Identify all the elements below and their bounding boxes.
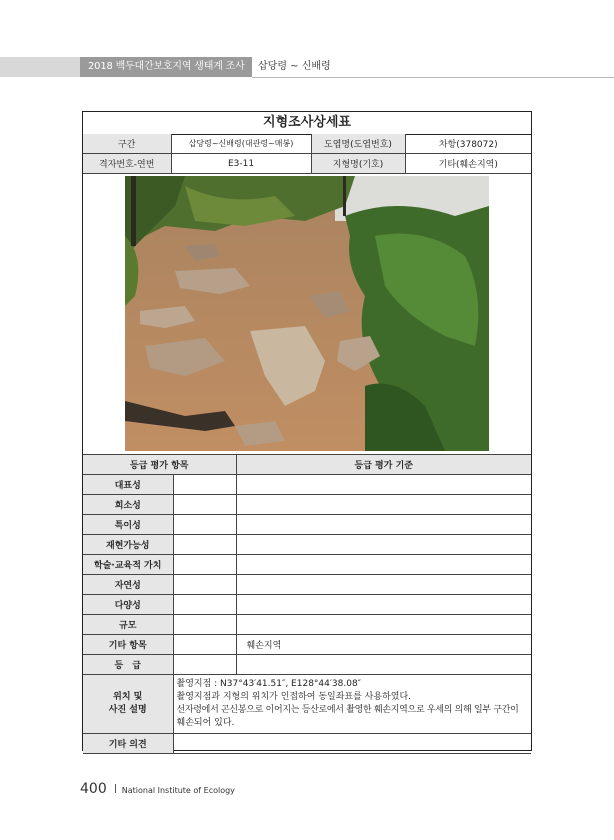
info-table bbox=[83, 134, 531, 174]
grade-label: 다양성 bbox=[83, 595, 173, 615]
grade-label: 희소성 bbox=[83, 495, 173, 515]
grade-label: 규모 bbox=[83, 615, 173, 635]
grade-score bbox=[173, 495, 236, 515]
landform-label: 지형명(기호) bbox=[311, 154, 405, 174]
info-row-1 bbox=[83, 134, 531, 154]
grade-row bbox=[83, 515, 531, 535]
grade-label: 등 급 bbox=[83, 655, 173, 675]
survey-form bbox=[82, 111, 532, 751]
location-line-2: 촬영지점과 지형의 위치가 인접하여 동일좌표를 사용하였다. bbox=[176, 692, 412, 702]
grid-value: E3-11 bbox=[171, 154, 311, 174]
grade-row bbox=[83, 475, 531, 495]
grade-row bbox=[83, 495, 531, 515]
institute-name: National Institute of Ecology bbox=[121, 786, 235, 795]
grade-score bbox=[173, 475, 236, 495]
location-label-line2: 사진 설명 bbox=[108, 705, 147, 715]
grade-row bbox=[83, 595, 531, 615]
grade-value bbox=[236, 615, 531, 635]
landform-value: 기타(훼손지역) bbox=[405, 154, 531, 174]
grade-score bbox=[173, 615, 236, 635]
grade-score bbox=[173, 635, 236, 655]
footer-divider bbox=[115, 784, 116, 793]
grade-value bbox=[236, 515, 531, 535]
grade-label: 기타 항목 bbox=[83, 635, 173, 655]
page-footer bbox=[80, 781, 235, 797]
grade-label: 학술·교육적 가치 bbox=[83, 555, 173, 575]
grade-label: 특이성 bbox=[83, 515, 173, 535]
location-line-4: 훼손되어 있다. bbox=[176, 718, 235, 728]
location-label bbox=[83, 675, 173, 734]
trail-erosion-photo bbox=[125, 176, 489, 451]
location-description bbox=[173, 675, 531, 734]
grid-label: 격자번호-연번 bbox=[83, 154, 171, 174]
grade-value bbox=[236, 555, 531, 575]
location-label-line1: 위치 및 bbox=[113, 691, 143, 702]
grade-value bbox=[236, 655, 531, 675]
grade-score bbox=[173, 535, 236, 555]
section-value: 삽당령~신배령(대관령~매봉) bbox=[171, 134, 311, 154]
grade-value bbox=[236, 475, 531, 495]
photo-illustration bbox=[125, 176, 489, 451]
map-sheet-value: 차항(378072) bbox=[405, 134, 531, 154]
grade-label: 대표성 bbox=[83, 475, 173, 495]
grade-label: 자연성 bbox=[83, 575, 173, 595]
grade-value bbox=[236, 595, 531, 615]
grade-row bbox=[83, 615, 531, 635]
grade-score bbox=[173, 515, 236, 535]
location-line-1: 촬영지점 : N37°43′41.51″, E128°44′38.08″ bbox=[176, 679, 362, 689]
grade-score bbox=[173, 555, 236, 575]
grade-value: 훼손지역 bbox=[236, 635, 531, 655]
grade-header-row bbox=[83, 455, 531, 475]
grade-row bbox=[83, 655, 531, 675]
grade-score bbox=[173, 575, 236, 595]
grade-row bbox=[83, 555, 531, 575]
grade-value bbox=[236, 575, 531, 595]
grade-value bbox=[236, 495, 531, 515]
grade-label: 재현가능성 bbox=[83, 535, 173, 555]
form-title: 지형조사상세표 bbox=[83, 112, 531, 135]
other-row bbox=[83, 734, 531, 754]
grade-criteria-header: 등급 평가 기준 bbox=[236, 455, 531, 475]
report-title: 2018 백두대간보호지역 생태계 조사 bbox=[80, 57, 252, 77]
page-number: 400 bbox=[80, 781, 107, 797]
grade-row bbox=[83, 635, 531, 655]
grade-row bbox=[83, 535, 531, 555]
grade-score bbox=[173, 595, 236, 615]
grade-item-header: 등급 평가 항목 bbox=[83, 455, 236, 475]
photo-area bbox=[83, 174, 531, 455]
section-title: 삽당령 ~ 신배령 bbox=[258, 61, 331, 72]
section-label: 구간 bbox=[83, 134, 171, 154]
grade-score bbox=[173, 655, 236, 675]
location-row bbox=[83, 675, 531, 734]
grade-table bbox=[83, 454, 531, 754]
other-value bbox=[173, 734, 531, 754]
grade-value bbox=[236, 535, 531, 555]
grade-row bbox=[83, 575, 531, 595]
info-row-2 bbox=[83, 154, 531, 174]
location-line-3: 선자령에서 곤신봉으로 이어지는 등산로에서 촬영한 훼손지역으로 우세의 의해 일부 구간이 bbox=[176, 705, 519, 715]
other-label: 기타 의견 bbox=[83, 734, 173, 754]
map-sheet-label: 도엽명(도엽번호) bbox=[311, 134, 405, 154]
